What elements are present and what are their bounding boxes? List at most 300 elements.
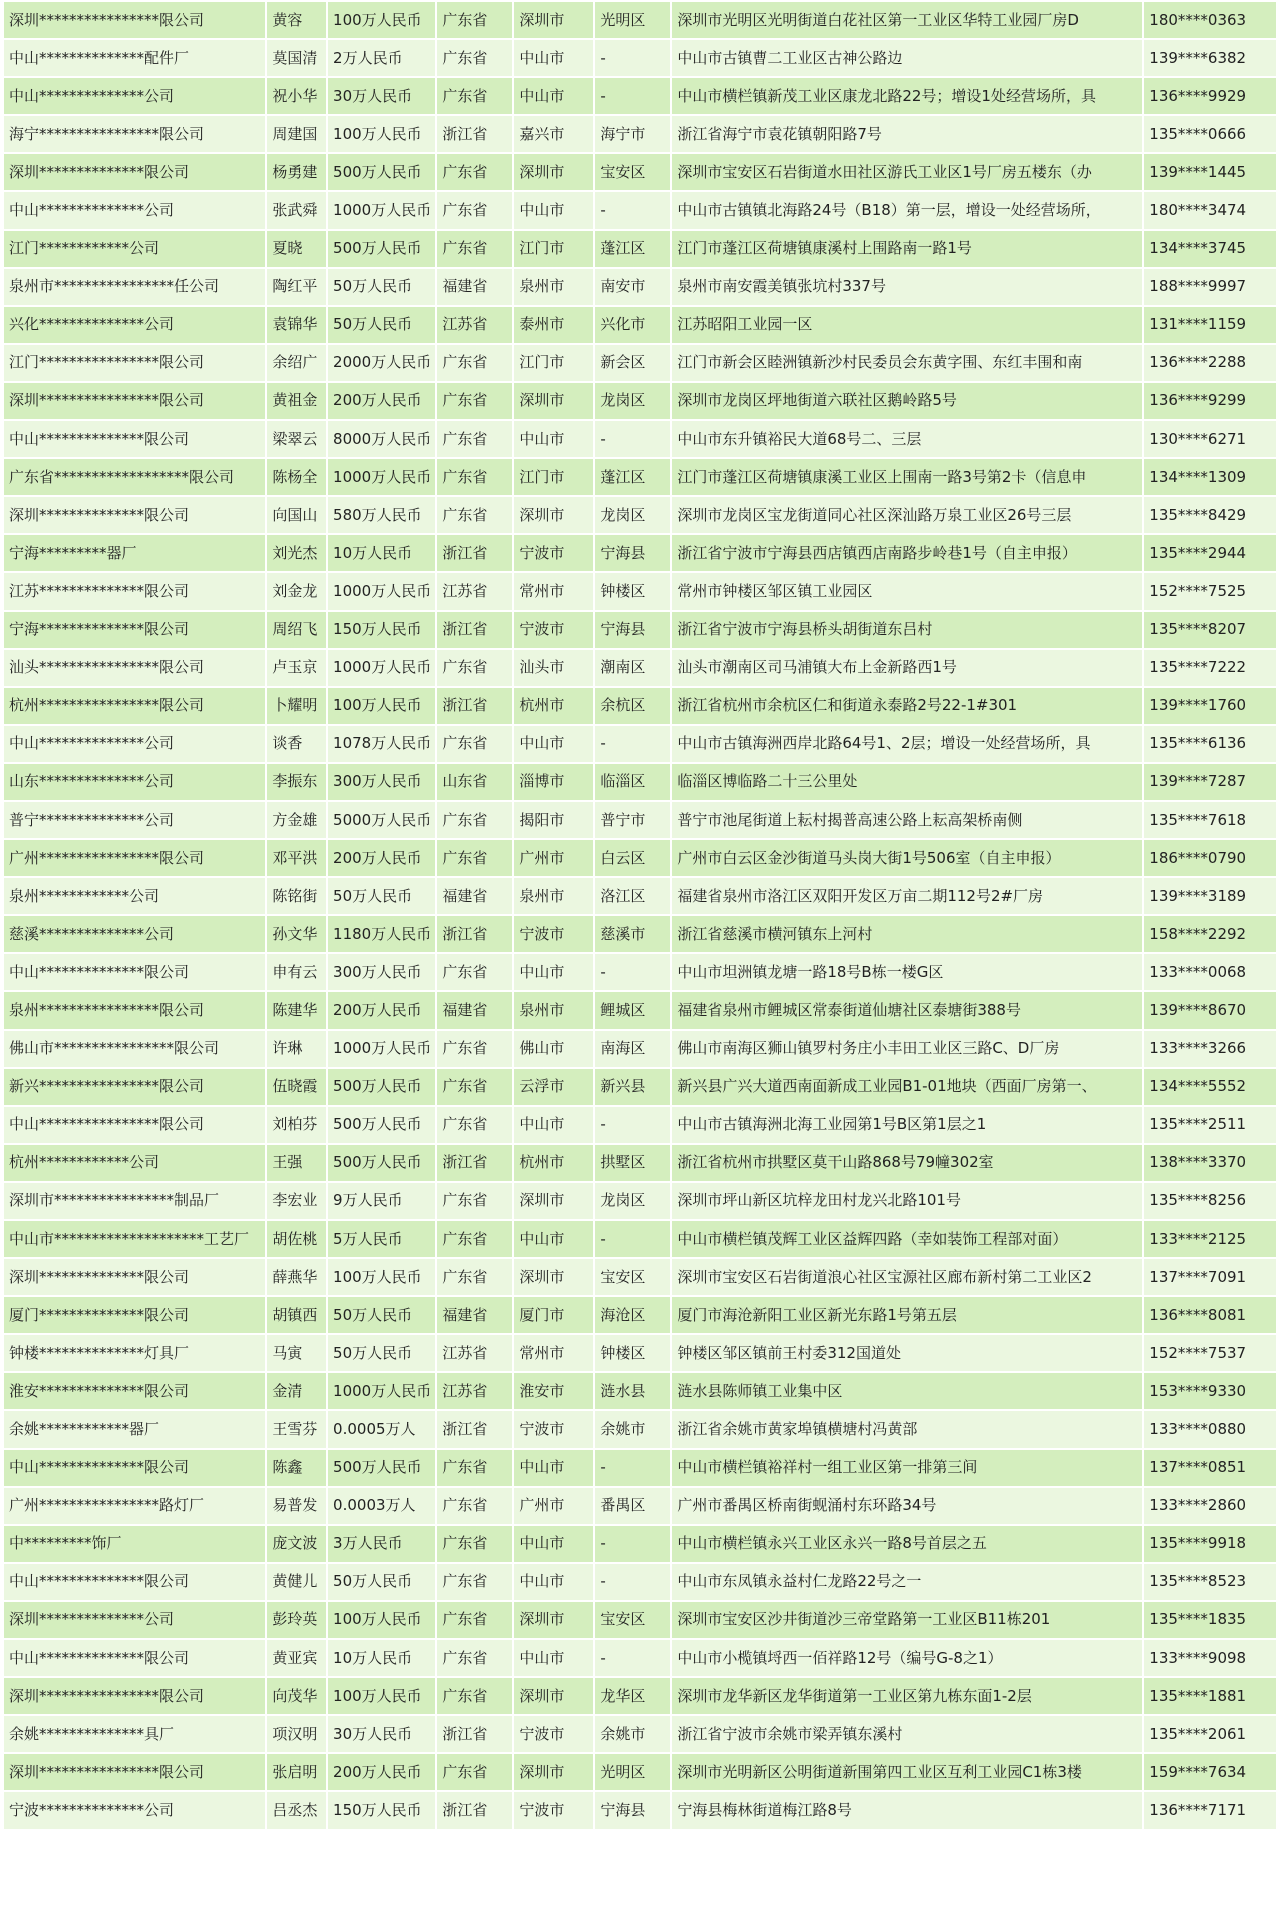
table-row — [4, 1145, 1276, 1181]
address-cell: 江门市蓬江区荷塘镇康溪工业区上围南一路3号第2卡（信息申 — [672, 459, 1142, 495]
province-cell: 广东省 — [437, 1564, 512, 1600]
company-name-cell: 普宁**************公司 — [4, 802, 265, 838]
company-name-cell: 中山**************公司 — [4, 726, 265, 762]
address-cell: 深圳市宝安区石岩街道水田社区游氏工业区1号厂房五楼东（办 — [672, 154, 1142, 190]
address-cell: 浙江省慈溪市横河镇东上河村 — [672, 916, 1142, 952]
city-cell: 深圳市 — [514, 1754, 593, 1790]
province-cell: 浙江省 — [437, 612, 512, 648]
city-cell: 嘉兴市 — [514, 116, 593, 152]
legal-person-cell: 刘柏芬 — [267, 1107, 326, 1143]
city-cell: 广州市 — [514, 1488, 593, 1524]
legal-person-cell: 卢玉京 — [267, 650, 326, 686]
company-name-cell: 中山市********************工艺厂 — [4, 1221, 265, 1257]
registered-capital-cell: 100万人民币 — [328, 688, 435, 724]
city-cell: 淄博市 — [514, 764, 593, 800]
phone-cell: 134****1309 — [1144, 459, 1276, 495]
registered-capital-cell: 500万人民币 — [328, 1069, 435, 1105]
address-cell: 临淄区博临路二十三公里处 — [672, 764, 1142, 800]
district-cell: 洛江区 — [595, 878, 670, 914]
legal-person-cell: 孙文华 — [267, 916, 326, 952]
legal-person-cell: 周绍飞 — [267, 612, 326, 648]
address-cell: 深圳市光明新区公明街道新围第四工业区互利工业园C1栋3楼 — [672, 1754, 1142, 1790]
company-name-cell: 江门************公司 — [4, 231, 265, 267]
address-cell: 中山市横栏镇新茂工业区康龙北路22号；增设1处经营场所，具 — [672, 78, 1142, 114]
company-name-cell: 泉州市****************任公司 — [4, 269, 265, 305]
city-cell: 中山市 — [514, 1221, 593, 1257]
registered-capital-cell: 50万人民币 — [328, 1564, 435, 1600]
table-row — [4, 497, 1276, 533]
company-name-cell: 钟楼**************灯具厂 — [4, 1335, 265, 1371]
registered-capital-cell: 1078万人民币 — [328, 726, 435, 762]
province-cell: 广东省 — [437, 1069, 512, 1105]
city-cell: 深圳市 — [514, 154, 593, 190]
company-name-cell: 中山**************配件厂 — [4, 40, 265, 76]
company-name-cell: 中山**************限公司 — [4, 421, 265, 457]
registered-capital-cell: 50万人民币 — [328, 1297, 435, 1333]
address-cell: 中山市古镇镇北海路24号（B18）第一层，增设一处经营场所， — [672, 192, 1142, 228]
phone-cell: 131****1159 — [1144, 307, 1276, 343]
company-name-cell: 中山**************限公司 — [4, 1564, 265, 1600]
district-cell: 余姚市 — [595, 1411, 670, 1447]
city-cell: 泉州市 — [514, 992, 593, 1028]
table-row — [4, 269, 1276, 305]
district-cell: 蓬江区 — [595, 231, 670, 267]
province-cell: 江苏省 — [437, 1335, 512, 1371]
company-name-cell: 深圳**************限公司 — [4, 1259, 265, 1295]
city-cell: 深圳市 — [514, 1602, 593, 1638]
province-cell: 广东省 — [437, 1259, 512, 1295]
table-row — [4, 383, 1276, 419]
registered-capital-cell: 1180万人民币 — [328, 916, 435, 952]
table-row — [4, 764, 1276, 800]
phone-cell: 180****0363 — [1144, 2, 1276, 38]
province-cell: 广东省 — [437, 840, 512, 876]
table-row — [4, 78, 1276, 114]
district-cell: 新兴县 — [595, 1069, 670, 1105]
city-cell: 宁波市 — [514, 535, 593, 571]
registered-capital-cell: 50万人民币 — [328, 269, 435, 305]
province-cell: 广东省 — [437, 497, 512, 533]
province-cell: 江苏省 — [437, 573, 512, 609]
company-name-cell: 中山****************限公司 — [4, 1107, 265, 1143]
legal-person-cell: 刘光杰 — [267, 535, 326, 571]
district-cell: 龙华区 — [595, 1678, 670, 1714]
legal-person-cell: 吕丞杰 — [267, 1792, 326, 1828]
city-cell: 杭州市 — [514, 688, 593, 724]
registered-capital-cell: 150万人民币 — [328, 612, 435, 648]
company-name-cell: 杭州************公司 — [4, 1145, 265, 1181]
registered-capital-cell: 5万人民币 — [328, 1221, 435, 1257]
company-name-cell: 山东**************公司 — [4, 764, 265, 800]
district-cell: 龙岗区 — [595, 497, 670, 533]
legal-person-cell: 胡镇西 — [267, 1297, 326, 1333]
legal-person-cell: 祝小华 — [267, 78, 326, 114]
phone-cell: 133****0880 — [1144, 1411, 1276, 1447]
registered-capital-cell: 500万人民币 — [328, 1145, 435, 1181]
address-cell: 江门市蓬江区荷塘镇康溪村上围路南一路1号 — [672, 231, 1142, 267]
district-cell: 鲤城区 — [595, 992, 670, 1028]
district-cell: - — [595, 1526, 670, 1562]
registered-capital-cell: 8000万人民币 — [328, 421, 435, 457]
address-cell: 江门市新会区睦洲镇新沙村民委员会东黄字围、东红丰围和南 — [672, 345, 1142, 381]
phone-cell: 135****6136 — [1144, 726, 1276, 762]
company-name-cell: 深圳****************限公司 — [4, 1678, 265, 1714]
district-cell: 南安市 — [595, 269, 670, 305]
phone-cell: 135****8256 — [1144, 1183, 1276, 1219]
province-cell: 广东省 — [437, 650, 512, 686]
legal-person-cell: 胡佐桃 — [267, 1221, 326, 1257]
address-cell: 汕头市潮南区司马浦镇大布上金新路西1号 — [672, 650, 1142, 686]
city-cell: 宁波市 — [514, 1716, 593, 1752]
registered-capital-cell: 0.0005万人 — [328, 1411, 435, 1447]
legal-person-cell: 卜耀明 — [267, 688, 326, 724]
phone-cell: 133****3266 — [1144, 1031, 1276, 1067]
phone-cell: 135****8523 — [1144, 1564, 1276, 1600]
city-cell: 云浮市 — [514, 1069, 593, 1105]
district-cell: 普宁市 — [595, 802, 670, 838]
registered-capital-cell: 0.0003万人 — [328, 1488, 435, 1524]
table-row — [4, 573, 1276, 609]
district-cell: 龙岗区 — [595, 383, 670, 419]
phone-cell: 135****1881 — [1144, 1678, 1276, 1714]
company-name-cell: 泉州****************限公司 — [4, 992, 265, 1028]
district-cell: 新会区 — [595, 345, 670, 381]
district-cell: 海宁市 — [595, 116, 670, 152]
registered-capital-cell: 100万人民币 — [328, 1259, 435, 1295]
registered-capital-cell: 1000万人民币 — [328, 1373, 435, 1409]
table-row — [4, 1259, 1276, 1295]
table-row — [4, 1678, 1276, 1714]
legal-person-cell: 陈鑫 — [267, 1450, 326, 1486]
legal-person-cell: 方金雄 — [267, 802, 326, 838]
address-cell: 广州市番禺区桥南街蚬涌村东环路34号 — [672, 1488, 1142, 1524]
city-cell: 宁波市 — [514, 916, 593, 952]
phone-cell: 130****6271 — [1144, 421, 1276, 457]
district-cell: 宝安区 — [595, 1602, 670, 1638]
city-cell: 江门市 — [514, 345, 593, 381]
table-row — [4, 1411, 1276, 1447]
address-cell: 浙江省宁波市宁海县西店镇西店南路步岭巷1号（自主申报） — [672, 535, 1142, 571]
phone-cell: 135****7618 — [1144, 802, 1276, 838]
table-row — [4, 688, 1276, 724]
address-cell: 普宁市池尾街道上耘村揭普高速公路上耘高架桥南侧 — [672, 802, 1142, 838]
table-row — [4, 1526, 1276, 1562]
registered-capital-cell: 200万人民币 — [328, 992, 435, 1028]
province-cell: 广东省 — [437, 802, 512, 838]
district-cell: 番禺区 — [595, 1488, 670, 1524]
district-cell: 临淄区 — [595, 764, 670, 800]
registered-capital-cell: 30万人民币 — [328, 78, 435, 114]
company-name-cell: 宁海*********器厂 — [4, 535, 265, 571]
company-name-cell: 淮安**************限公司 — [4, 1373, 265, 1409]
phone-cell: 135****2511 — [1144, 1107, 1276, 1143]
company-name-cell: 广州****************路灯厂 — [4, 1488, 265, 1524]
company-name-cell: 江门****************限公司 — [4, 345, 265, 381]
address-cell: 中山市横栏镇永兴工业区永兴一路8号首层之五 — [672, 1526, 1142, 1562]
district-cell: 宁海县 — [595, 1792, 670, 1828]
district-cell: 宝安区 — [595, 1259, 670, 1295]
legal-person-cell: 陶红平 — [267, 269, 326, 305]
legal-person-cell: 申有云 — [267, 954, 326, 990]
city-cell: 深圳市 — [514, 2, 593, 38]
table-row — [4, 1107, 1276, 1143]
company-name-cell: 中山**************公司 — [4, 78, 265, 114]
province-cell: 山东省 — [437, 764, 512, 800]
address-cell: 深圳市龙岗区坪地街道六联社区鹅岭路5号 — [672, 383, 1142, 419]
legal-person-cell: 黄容 — [267, 2, 326, 38]
phone-cell: 139****3189 — [1144, 878, 1276, 914]
company-name-cell: 新兴****************限公司 — [4, 1069, 265, 1105]
legal-person-cell: 黄祖金 — [267, 383, 326, 419]
table-row — [4, 916, 1276, 952]
table-row — [4, 1031, 1276, 1067]
phone-cell: 139****8670 — [1144, 992, 1276, 1028]
city-cell: 淮安市 — [514, 1373, 593, 1409]
phone-cell: 136****2288 — [1144, 345, 1276, 381]
province-cell: 浙江省 — [437, 688, 512, 724]
district-cell: 钟楼区 — [595, 1335, 670, 1371]
company-name-cell: 中山**************限公司 — [4, 954, 265, 990]
district-cell: - — [595, 1564, 670, 1600]
address-cell: 钟楼区邹区镇前王村委312国道处 — [672, 1335, 1142, 1371]
city-cell: 厦门市 — [514, 1297, 593, 1333]
province-cell: 广东省 — [437, 383, 512, 419]
province-cell: 浙江省 — [437, 116, 512, 152]
registered-capital-cell: 30万人民币 — [328, 1716, 435, 1752]
city-cell: 常州市 — [514, 573, 593, 609]
city-cell: 中山市 — [514, 726, 593, 762]
district-cell: 余杭区 — [595, 688, 670, 724]
district-cell: - — [595, 954, 670, 990]
table-row — [4, 231, 1276, 267]
province-cell: 广东省 — [437, 78, 512, 114]
company-name-cell: 佛山市****************限公司 — [4, 1031, 265, 1067]
table-row — [4, 345, 1276, 381]
city-cell: 泰州市 — [514, 307, 593, 343]
legal-person-cell: 莫国清 — [267, 40, 326, 76]
registered-capital-cell: 500万人民币 — [328, 231, 435, 267]
legal-person-cell: 李宏业 — [267, 1183, 326, 1219]
district-cell: 涟水县 — [595, 1373, 670, 1409]
table-row — [4, 1221, 1276, 1257]
address-cell: 深圳市宝安区石岩街道浪心社区宝源社区廊布新村第二工业区2 — [672, 1259, 1142, 1295]
province-cell: 广东省 — [437, 421, 512, 457]
phone-cell: 152****7525 — [1144, 573, 1276, 609]
province-cell: 福建省 — [437, 269, 512, 305]
district-cell: 海沧区 — [595, 1297, 670, 1333]
table-row — [4, 421, 1276, 457]
phone-cell: 133****9098 — [1144, 1640, 1276, 1676]
table-row — [4, 726, 1276, 762]
province-cell: 广东省 — [437, 154, 512, 190]
province-cell: 广东省 — [437, 1754, 512, 1790]
phone-cell: 134****3745 — [1144, 231, 1276, 267]
address-cell: 浙江省杭州市余杭区仁和街道永泰路2号22-1#301 — [672, 688, 1142, 724]
table-row — [4, 192, 1276, 228]
phone-cell: 136****9929 — [1144, 78, 1276, 114]
legal-person-cell: 余绍广 — [267, 345, 326, 381]
city-cell: 江门市 — [514, 231, 593, 267]
city-cell: 广州市 — [514, 840, 593, 876]
table-row — [4, 154, 1276, 190]
district-cell: 光明区 — [595, 2, 670, 38]
company-name-cell: 宁海**************限公司 — [4, 612, 265, 648]
address-cell: 福建省泉州市鲤城区常泰街道仙塘社区泰塘街388号 — [672, 992, 1142, 1028]
province-cell: 广东省 — [437, 1678, 512, 1714]
province-cell: 广东省 — [437, 1183, 512, 1219]
district-cell: 钟楼区 — [595, 573, 670, 609]
phone-cell: 139****1760 — [1144, 688, 1276, 724]
table-row — [4, 612, 1276, 648]
phone-cell: 186****0790 — [1144, 840, 1276, 876]
table-row — [4, 840, 1276, 876]
registered-capital-cell: 5000万人民币 — [328, 802, 435, 838]
address-cell: 浙江省宁波市宁海县桥头胡街道东吕村 — [672, 612, 1142, 648]
table-row — [4, 1488, 1276, 1524]
registered-capital-cell: 9万人民币 — [328, 1183, 435, 1219]
city-cell: 深圳市 — [514, 1678, 593, 1714]
address-cell: 中山市古镇海洲西岸北路64号1、2层；增设一处经营场所，具 — [672, 726, 1142, 762]
district-cell: - — [595, 40, 670, 76]
city-cell: 中山市 — [514, 954, 593, 990]
address-cell: 中山市东凤镇永益村仁龙路22号之一 — [672, 1564, 1142, 1600]
phone-cell: 135****2944 — [1144, 535, 1276, 571]
province-cell: 广东省 — [437, 345, 512, 381]
phone-cell: 159****7634 — [1144, 1754, 1276, 1790]
table-row — [4, 459, 1276, 495]
table-row — [4, 1183, 1276, 1219]
legal-person-cell: 陈建华 — [267, 992, 326, 1028]
address-cell: 中山市东升镇裕民大道68号二、三层 — [672, 421, 1142, 457]
district-cell: 龙岗区 — [595, 1183, 670, 1219]
company-name-cell: 宁波**************公司 — [4, 1792, 265, 1828]
legal-person-cell: 金清 — [267, 1373, 326, 1409]
district-cell: - — [595, 1107, 670, 1143]
district-cell: 南海区 — [595, 1031, 670, 1067]
legal-person-cell: 张武舜 — [267, 192, 326, 228]
registered-capital-cell: 300万人民币 — [328, 954, 435, 990]
address-cell: 江苏昭阳工业园一区 — [672, 307, 1142, 343]
phone-cell: 135****8207 — [1144, 612, 1276, 648]
company-name-cell: 深圳市****************制品厂 — [4, 1183, 265, 1219]
district-cell: - — [595, 421, 670, 457]
table-row — [4, 1792, 1276, 1828]
city-cell: 中山市 — [514, 40, 593, 76]
legal-person-cell: 许琳 — [267, 1031, 326, 1067]
table-row — [4, 1297, 1276, 1333]
district-cell: - — [595, 726, 670, 762]
registered-capital-cell: 50万人民币 — [328, 878, 435, 914]
table-row — [4, 307, 1276, 343]
district-cell: - — [595, 1221, 670, 1257]
phone-cell: 136****9299 — [1144, 383, 1276, 419]
registered-capital-cell: 1000万人民币 — [328, 1031, 435, 1067]
company-name-cell: 深圳****************限公司 — [4, 2, 265, 38]
registered-capital-cell: 2000万人民币 — [328, 345, 435, 381]
city-cell: 深圳市 — [514, 497, 593, 533]
company-name-cell: 海宁****************限公司 — [4, 116, 265, 152]
table-body — [4, 2, 1276, 1829]
legal-person-cell: 黄亚宾 — [267, 1640, 326, 1676]
city-cell: 宁波市 — [514, 1411, 593, 1447]
legal-person-cell: 袁锦华 — [267, 307, 326, 343]
legal-person-cell: 向国山 — [267, 497, 326, 533]
registered-capital-cell: 580万人民币 — [328, 497, 435, 533]
city-cell: 深圳市 — [514, 1183, 593, 1219]
address-cell: 中山市古镇曹二工业区古神公路边 — [672, 40, 1142, 76]
address-cell: 泉州市南安霞美镇张坑村337号 — [672, 269, 1142, 305]
address-cell: 深圳市光明区光明街道白花社区第一工业区华特工业园厂房D — [672, 2, 1142, 38]
province-cell: 浙江省 — [437, 535, 512, 571]
address-cell: 浙江省宁波市余姚市梁弄镇东溪村 — [672, 1716, 1142, 1752]
address-cell: 中山市古镇海洲北海工业园第1号B区第1层之1 — [672, 1107, 1142, 1143]
legal-person-cell: 张启明 — [267, 1754, 326, 1790]
city-cell: 宁波市 — [514, 1792, 593, 1828]
address-cell: 中山市坦洲镇龙塘一路18号B栋一楼G区 — [672, 954, 1142, 990]
province-cell: 广东省 — [437, 1107, 512, 1143]
district-cell: 兴化市 — [595, 307, 670, 343]
address-cell: 宁海县梅林街道梅江路8号 — [672, 1792, 1142, 1828]
legal-person-cell: 黄健儿 — [267, 1564, 326, 1600]
registered-capital-cell: 500万人民币 — [328, 1450, 435, 1486]
company-table — [2, 0, 1278, 1831]
phone-cell: 139****6382 — [1144, 40, 1276, 76]
company-name-cell: 慈溪**************公司 — [4, 916, 265, 952]
city-cell: 中山市 — [514, 1564, 593, 1600]
registered-capital-cell: 100万人民币 — [328, 1678, 435, 1714]
registered-capital-cell: 2万人民币 — [328, 40, 435, 76]
registered-capital-cell: 10万人民币 — [328, 1640, 435, 1676]
phone-cell: 180****3474 — [1144, 192, 1276, 228]
district-cell: 拱墅区 — [595, 1145, 670, 1181]
table-row — [4, 1069, 1276, 1105]
company-name-cell: 厦门**************限公司 — [4, 1297, 265, 1333]
province-cell: 浙江省 — [437, 1716, 512, 1752]
district-cell: 蓬江区 — [595, 459, 670, 495]
city-cell: 中山市 — [514, 1526, 593, 1562]
city-cell: 揭阳市 — [514, 802, 593, 838]
address-cell: 浙江省杭州市拱墅区莫干山路868号79幢302室 — [672, 1145, 1142, 1181]
city-cell: 泉州市 — [514, 269, 593, 305]
legal-person-cell: 谈香 — [267, 726, 326, 762]
city-cell: 中山市 — [514, 1640, 593, 1676]
province-cell: 广东省 — [437, 459, 512, 495]
registered-capital-cell: 300万人民币 — [328, 764, 435, 800]
address-cell: 厦门市海沧新阳工业区新光东路1号第五层 — [672, 1297, 1142, 1333]
company-name-cell: 深圳****************限公司 — [4, 383, 265, 419]
phone-cell: 188****9997 — [1144, 269, 1276, 305]
phone-cell: 135****2061 — [1144, 1716, 1276, 1752]
city-cell: 中山市 — [514, 421, 593, 457]
registered-capital-cell: 1000万人民币 — [328, 459, 435, 495]
table-row — [4, 1450, 1276, 1486]
legal-person-cell: 马寅 — [267, 1335, 326, 1371]
province-cell: 广东省 — [437, 726, 512, 762]
phone-cell: 133****2125 — [1144, 1221, 1276, 1257]
legal-person-cell: 王雪芬 — [267, 1411, 326, 1447]
legal-person-cell: 邓平洪 — [267, 840, 326, 876]
phone-cell: 158****2292 — [1144, 916, 1276, 952]
address-cell: 佛山市南海区狮山镇罗村务庄小丰田工业区三路C、D厂房 — [672, 1031, 1142, 1067]
company-name-cell: 汕头****************限公司 — [4, 650, 265, 686]
province-cell: 浙江省 — [437, 1792, 512, 1828]
district-cell: - — [595, 1640, 670, 1676]
phone-cell: 133****2860 — [1144, 1488, 1276, 1524]
legal-person-cell: 王强 — [267, 1145, 326, 1181]
company-name-cell: 深圳**************限公司 — [4, 154, 265, 190]
district-cell: - — [595, 192, 670, 228]
phone-cell: 136****8081 — [1144, 1297, 1276, 1333]
